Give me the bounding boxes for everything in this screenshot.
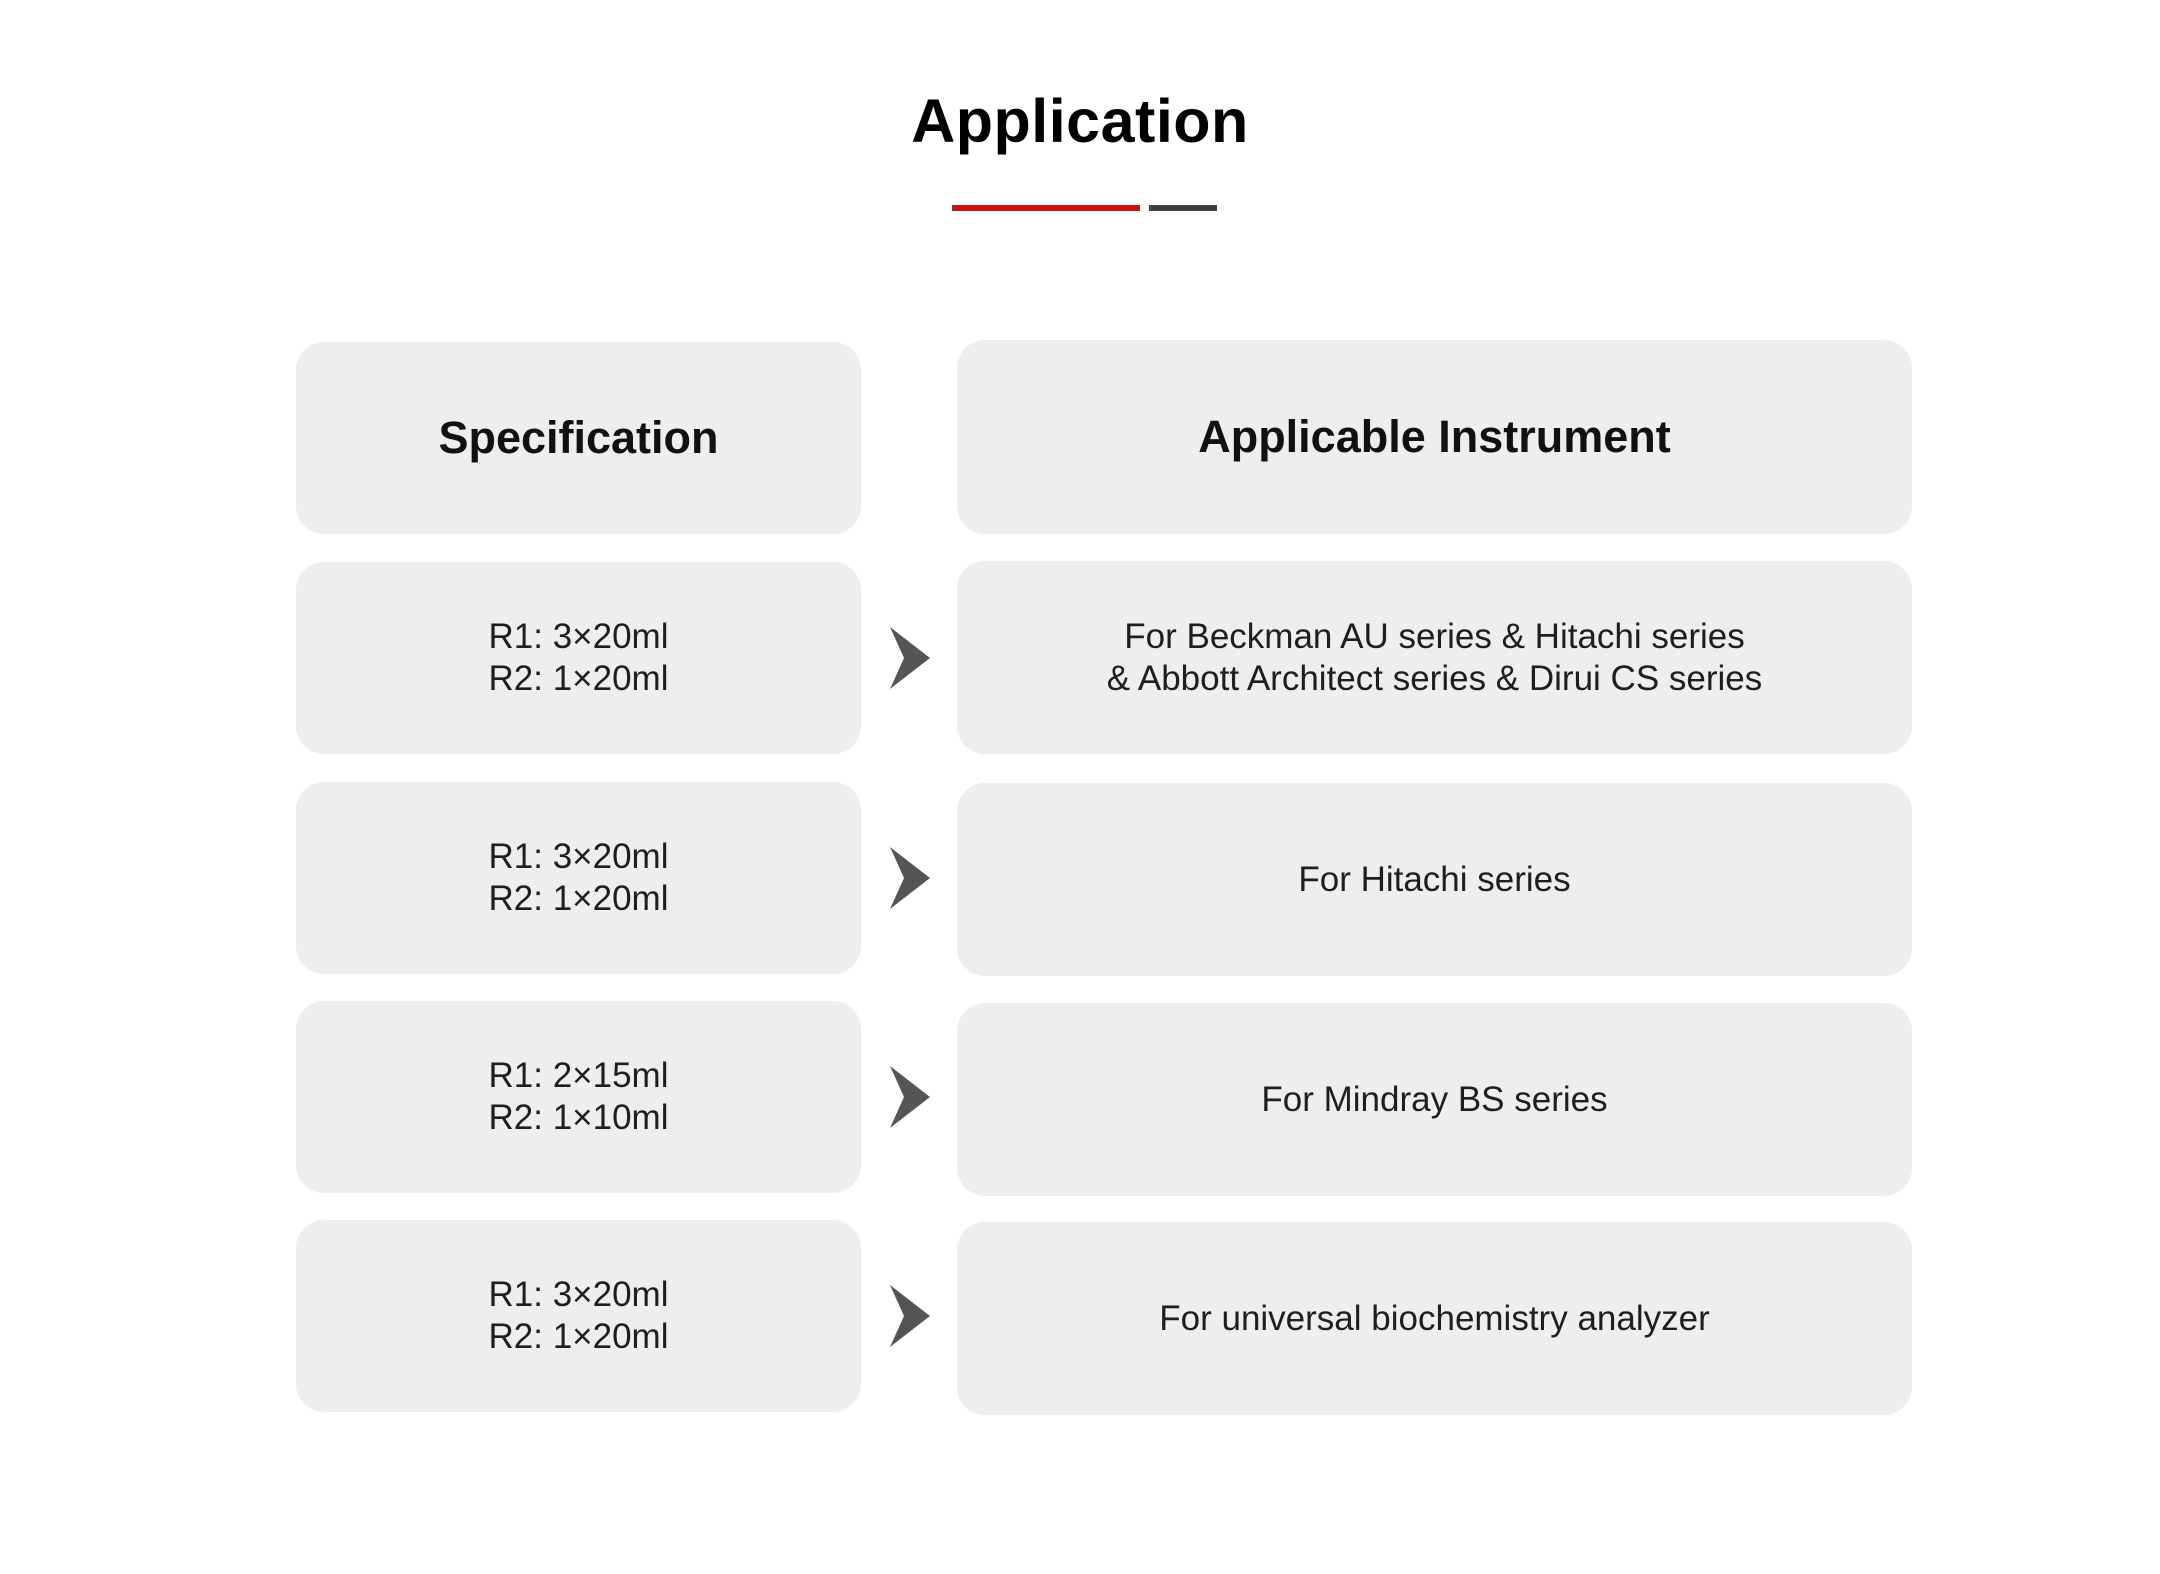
instrument-line-2: & Abbott Architect series & Dirui CS series: [1106, 658, 1763, 698]
chevron-right-icon: [890, 847, 930, 909]
instrument-line-1: For Mindray BS series: [1261, 1079, 1608, 1119]
instrument-cell-2: [957, 783, 1912, 976]
chevron-right-icon: [890, 1285, 930, 1347]
title-underline-accent: [952, 205, 1140, 211]
spec-r2-text: R2: 1×20ml: [488, 659, 669, 698]
spec-r2-text: R2: 1×20ml: [488, 1317, 669, 1356]
spec-cell-4: [296, 1220, 861, 1412]
page-title: Application: [911, 87, 1249, 155]
instrument-line-1: For universal biochemistry analyzer: [1159, 1298, 1710, 1338]
instrument-line-1: For Hitachi series: [1298, 859, 1571, 899]
instrument-header: [957, 340, 1912, 534]
spec-r2-text: R2: 1×20ml: [488, 879, 669, 918]
spec-cell-2: [296, 782, 861, 974]
spec-r2-text: R2: 1×10ml: [488, 1098, 669, 1137]
spec-r1-text: R1: 3×20ml: [488, 617, 669, 656]
specification-header: [296, 342, 861, 534]
instrument-cell-4: [957, 1222, 1912, 1415]
spec-cell-3: [296, 1001, 861, 1193]
spec-cell-1: [296, 562, 861, 754]
specification-header-label: Specification: [438, 412, 719, 463]
chevron-right-icon: [890, 1066, 930, 1128]
instrument-cell-3: [957, 1003, 1912, 1196]
instrument-line-1: For Beckman AU series & Hitachi series: [1124, 616, 1745, 656]
chevron-right-icon: [890, 627, 930, 689]
spec-r1-text: R1: 2×15ml: [488, 1056, 669, 1095]
instrument-cell-1: [957, 561, 1912, 754]
spec-r1-text: R1: 3×20ml: [488, 1275, 669, 1314]
spec-r1-text: R1: 3×20ml: [488, 837, 669, 876]
instrument-header-label: Applicable Instrument: [1198, 411, 1671, 462]
title-underline-secondary: [1149, 205, 1217, 211]
